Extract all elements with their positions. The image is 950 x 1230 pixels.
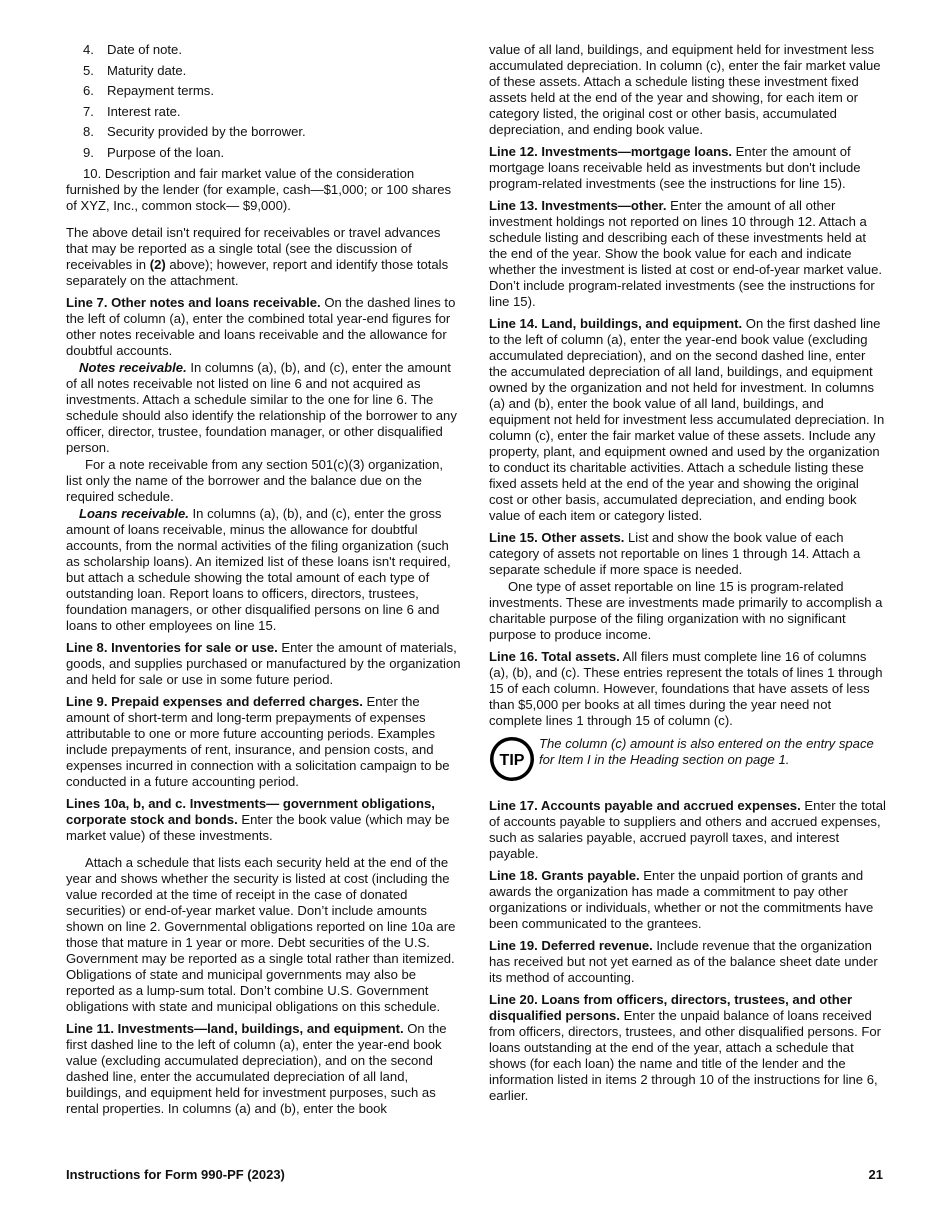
- section-heading: Line 9. Prepaid expenses and deferred charges.: [66, 693, 363, 709]
- list-text: Maturity date.: [107, 62, 187, 78]
- section-line-13: Line 13. Investments—other. Enter the amount of all other investment holdings not reported on lines 10 through 12. Attach a schedule listing and describing each of these investments held at the end of the year. Show the book value for each and indicate whether the investment is listed at cost or end-of-year market value. Don’t include program-related investments (see the instructions for line 15).: [489, 198, 882, 309]
- section-line-18: Line 18. Grants payable. Enter the unpaid portion of grants and awards the organization has made a commitment to pay other organizations or individuals, whether or not the commitments have been communicated to the grantees.: [489, 868, 874, 931]
- section-heading: Line 15. Other assets.: [489, 530, 625, 545]
- section-notes-receivable: Notes receivable. In columns (a), (b), and (c), enter the amount of all notes receivable not listed on line 6 and not acquired as investments. Attach a schedule similar to the one for line 6. The schedule should also identify the relationship of the borrower to any officer, director, trustee, foundation manager, or other disqualified person.: [66, 359, 457, 455]
- left-column: [66, 42, 461, 1123]
- list-number: 4.: [83, 42, 94, 57]
- tip-label: TIP: [499, 752, 525, 769]
- section-heading: Line 17. Accounts payable and accrued expenses.: [489, 798, 801, 813]
- section-heading: Line 11. Investments—land, buildings, and equipment.: [66, 1020, 404, 1036]
- section-line-11: Line 11. Investments—land, buildings, and equipment. On the first dashed line to the left of column (a), enter the year-end book value (excluding accumulated depreciation), and on the second dashed line, enter the accumulated depreciation of all land, buildings, and equipment held for investment purposes, such as rental properties. In columns (a) and (b), enter the book: [66, 1020, 447, 1116]
- section-loans-receivable: Loans receivable. In columns (a), (b), and (c), enter the gross amount of loans receivable, minus the allowance for doubtful accounts, from the normal activities of the filing organization (such as scholarship loans). An itemized list of these loans isn't required, but attach a schedule showing the total amount of each type of outstanding loan. Report loans to officers, directors, trustees, foundation managers, or other disqualified persons on line 6 and loans to other employees on line 15.: [66, 505, 451, 633]
- list-item: [66, 42, 461, 58]
- section-heading: Line 19. Deferred revenue.: [489, 938, 653, 953]
- list-text: Security provided by the borrower.: [107, 124, 306, 140]
- right-column: [489, 42, 886, 1110]
- list-item: [66, 104, 461, 120]
- tip-icon: [489, 736, 535, 782]
- paragraph-501c3: For a note receivable from any section 501(c)(3) organization, list only the name of the borrower and the balance due on the required schedule.: [66, 456, 444, 504]
- section-line-10: Lines 10a, b, and c. Investments— government obligations, corporate stock and bonds. Enter the book value (which may be market value) of these investments.: [66, 795, 450, 843]
- list-text: Date of note.: [107, 42, 182, 57]
- section-heading: Line 18. Grants payable.: [489, 868, 640, 883]
- tip-callout: [489, 736, 886, 782]
- list-number: 7.: [83, 103, 94, 119]
- section-line-8: Line 8. Inventories for sale or use. Enter the amount of materials, goods, and supplies purchased or manufactured by the organization and held for sale or use in some future period.: [66, 639, 461, 687]
- paragraph-above-detail: The above detail isn't required for receivables or travel advances that may be reported as a single total (see the discussion of receivables in (2) above); however, report and identify those totals separately on the attachment.: [66, 224, 449, 288]
- section-heading: Lines 10a, b, and c. Investments— government obligations, corporate stock and bonds.: [66, 795, 435, 827]
- list-text: Interest rate.: [107, 103, 181, 119]
- page-number: 21: [868, 1167, 883, 1182]
- section-heading: Line 16. Total assets.: [489, 649, 620, 664]
- list-text: Repayment terms.: [107, 83, 214, 99]
- section-line-12: Line 12. Investments—mortgage loans. Enter the amount of mortgage loans receivable held as investments but don't include program-related investments (see the instructions for line 15).: [489, 144, 861, 191]
- paragraph-line-10-schedule: Attach a schedule that lists each security held at the end of the year and shows whether the security is listed at cost (including the value recorded at the time of receipt in the case of donated securities) or end-of-year market value. Don’t include amounts shown on line 2. Governmental obligations reported on line 10a are those that mature in 1 year or more. Debt securities of the U.S. Government may be reported as a single total rather than itemized. Obligations of state and municipal governments may also be reported as a lump-sum total. Don’t combine U.S. Government obligations with state and municipal obligations on this schedule.: [66, 854, 456, 1014]
- list-item: [66, 124, 461, 140]
- section-heading: Line 13. Investments—other.: [489, 198, 667, 213]
- section-heading: Line 12. Investments—mortgage loans.: [489, 144, 733, 159]
- paragraph-program-related: One type of asset reportable on line 15 is program-related investments. These are investments made primarily to accomplish a charitable purpose of the filing organization with no significant purpose to produce income.: [489, 579, 883, 642]
- section-line-14: Line 14. Land, buildings, and equipment. On the first dashed line to the left of column (a), enter the year-end book value (excluding accumulated depreciation), and on the second dashed line, enter the accumulated depreciation of all land, buildings, and equipment owned by the organization and not held for investment. In columns (a) and (b), enter the book value of all land, buildings, and equipment not held for investment less accumulated depreciation. In column (c), enter the fair market value of these assets. Include any property, plant, and equipment owned and used by the organization to conduct its charitable activities. Attach a schedule listing these fixed assets held at the end of the year and showing the original cost or other basis, accumulated depreciation, and ending book value of each item or category listed.: [489, 316, 885, 523]
- section-heading: Loans receivable.: [79, 505, 189, 521]
- list-item: [66, 63, 461, 79]
- tip-text: The column (c) amount is also entered on the entry space for Item I in the Heading section on page 1.: [539, 736, 874, 767]
- list-number: 9.: [83, 144, 94, 160]
- section-heading: Notes receivable.: [79, 359, 187, 375]
- section-line-17: Line 17. Accounts payable and accrued expenses. Enter the total of accounts payable to suppliers and others and accrued expenses, such as salaries payable, accrued payroll taxes, and interest payable.: [489, 798, 886, 861]
- section-heading: Line 20. Loans from officers, directors, trustees, and other disqualified persons.: [489, 992, 853, 1023]
- section-line-15: Line 15. Other assets. List and show the book value of each category of assets not reportable on lines 1 through 14. Attach a separate schedule if more space is needed.: [489, 530, 861, 577]
- list-item: [66, 83, 461, 99]
- section-heading: Line 14. Land, buildings, and equipment.: [489, 316, 743, 331]
- list-item-10: 10. Description and fair market value of the consideration furnished by the lender (for example, cash—$1,000; or 100 shares of XYZ, Inc., common stock— $9,000).: [66, 165, 452, 213]
- list-number: 5.: [83, 62, 94, 78]
- loan-detail-list: [66, 42, 461, 161]
- paragraph-line-11-continued: value of all land, buildings, and equipment held for investment less accumulated depreciation. In column (c), enter the fair market value of these assets. Attach a schedule listing these investment fixed assets held at the end of the year and showing, for each item or category listed, the original cost or other basis, accumulated depreciation, and ending book value.: [489, 42, 881, 137]
- section-line-7: Line 7. Other notes and loans receivable. On the dashed lines to the left of column (a), enter the combined total year-end figures for other notes receivable and loans receivable and the allowance for doubtful accounts.: [66, 294, 456, 358]
- section-line-19: Line 19. Deferred revenue. Include revenue that the organization has received but not yet earned as of the balance sheet date under its method of accounting.: [489, 938, 878, 985]
- section-heading: Line 7. Other notes and loans receivable.: [66, 294, 321, 310]
- list-item: [66, 145, 461, 161]
- list-number: 8.: [83, 124, 94, 140]
- footer-title: Instructions for Form 990-PF (2023): [66, 1167, 285, 1182]
- section-line-9: Line 9. Prepaid expenses and deferred charges. Enter the amount of short-term and long-term prepayments of expenses attributable to one or more future accounting periods. Examples include prepayments of rent, insurance, and pension costs, and expenses incurred in connection with a solicitation campaign to be conducted in a future accounting period.: [66, 693, 450, 789]
- section-line-16: Line 16. Total assets. All filers must complete line 16 of columns (a), (b), and (c). These entries represent the totals of lines 1 through 15 of each column. However, foundations that have assets of less than $5,000 per books at all times during the year need not complete lines 1 through 15 of column (c).: [489, 649, 883, 728]
- list-number: 6.: [83, 83, 94, 99]
- section-line-20: Line 20. Loans from officers, directors, trustees, and other disqualified persons. Enter the unpaid balance of loans received from officers, directors, trustees, and other disqualified persons. For loans outstanding at the end of the year, attach a schedule that shows (for each loan) the name and title of the lender and the information listed in items 2 through 10 of the instructions for line 6, earlier.: [489, 992, 882, 1103]
- list-text: Purpose of the loan.: [107, 144, 225, 160]
- section-heading: Line 8. Inventories for sale or use.: [66, 639, 278, 655]
